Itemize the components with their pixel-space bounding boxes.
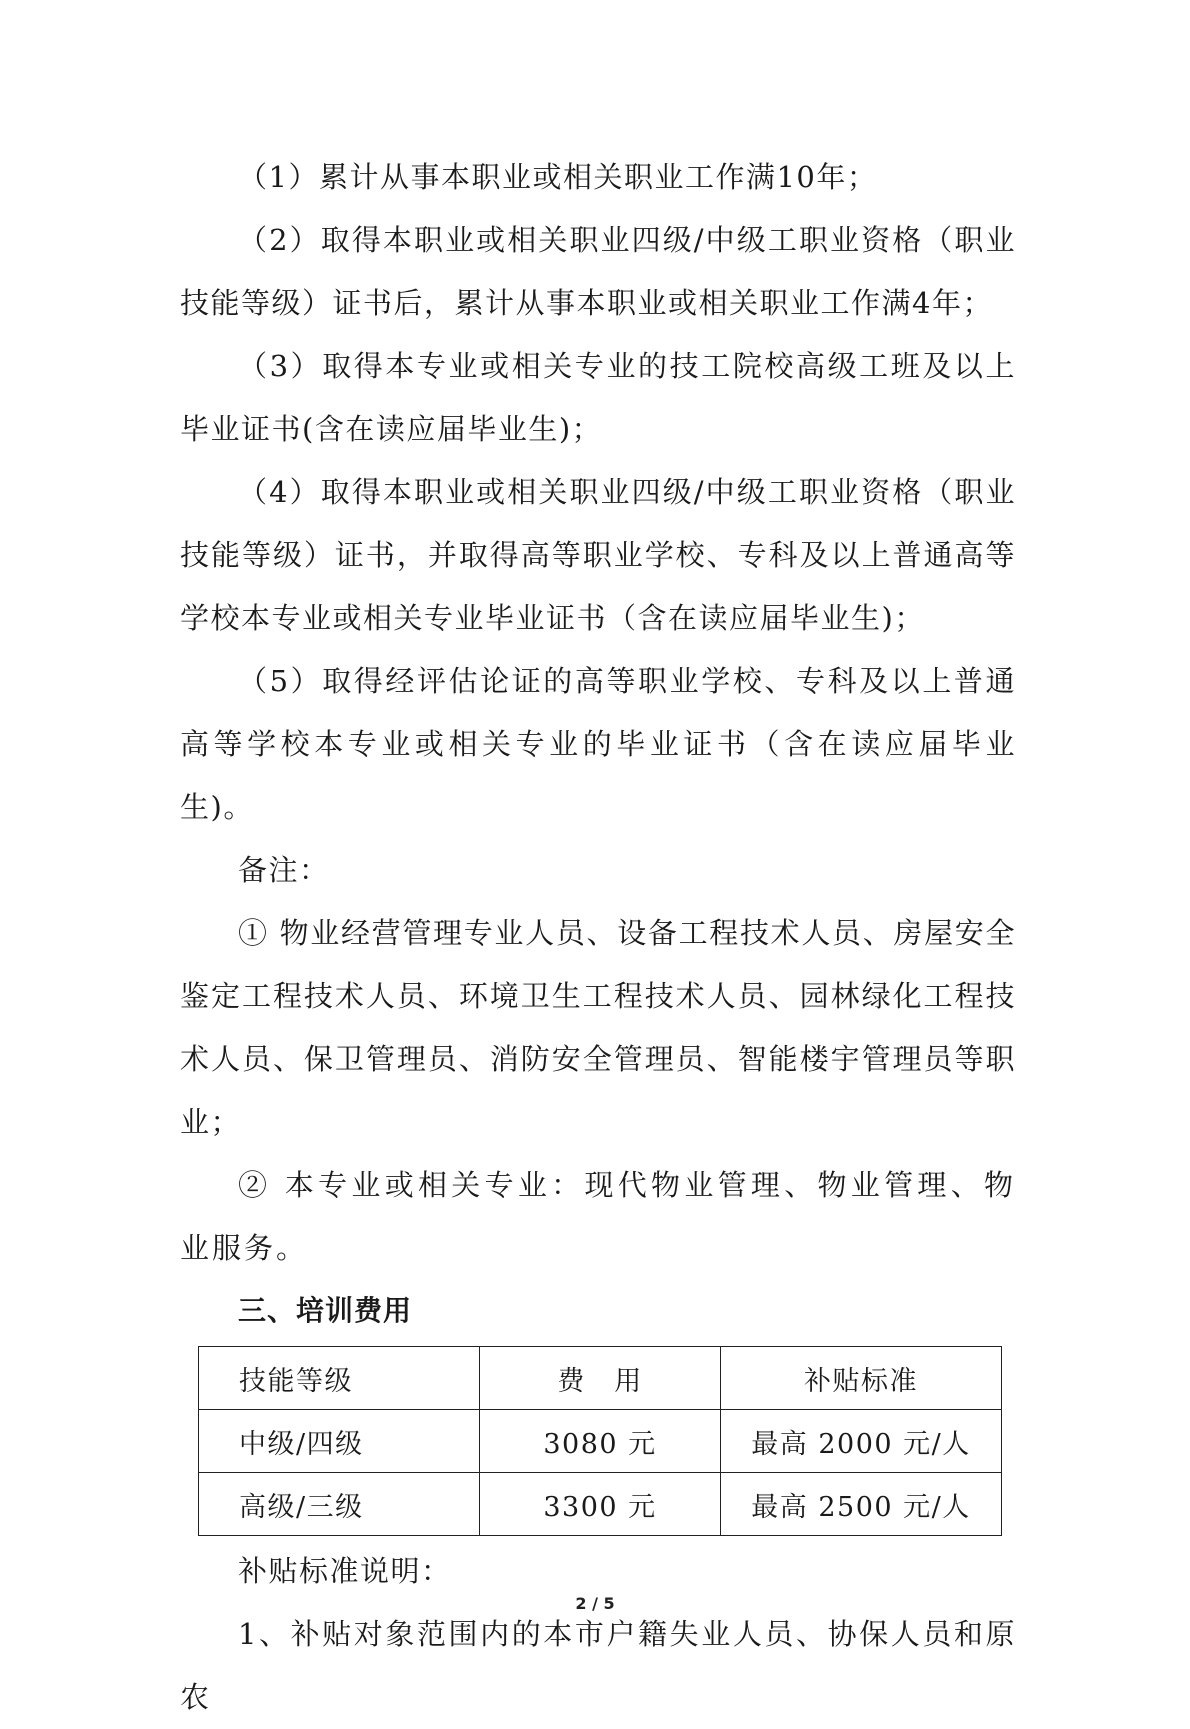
paragraph-condition-3: （3）取得本专业或相关专业的技工院校高级工班及以上毕业证书(含在读应届毕业生)； bbox=[180, 349, 1016, 446]
fee-table-header-level: 技能等级 bbox=[199, 1347, 480, 1410]
paragraph-condition-2: （2）取得本职业或相关职业四级/中级工职业资格（职业技能等级）证书后，累计从事本职业或相关职业工作满4年； bbox=[180, 223, 1016, 320]
fee-table-header-fee: 费 用 bbox=[480, 1347, 721, 1410]
paragraph-condition-4: （4）取得本职业或相关职业四级/中级工职业资格（职业技能等级）证书，并取得高等职业学校、专科及以上普通高等学校本专业或相关专业毕业证书（含在读应届毕业生)； bbox=[180, 475, 1016, 635]
page-number: 2 / 5 bbox=[575, 1594, 615, 1613]
fee-table-header-subsidy: 补贴标准 bbox=[721, 1347, 1002, 1410]
fee-table-header-row bbox=[199, 1347, 1002, 1410]
fee-table-cell-level: 中级/四级 bbox=[199, 1410, 480, 1473]
fee-table-cell-subsidy: 最高 2000 元/人 bbox=[721, 1410, 1002, 1473]
fee-table-cell-subsidy: 最高 2500 元/人 bbox=[721, 1473, 1002, 1536]
paragraph-subsidy-note-1: 1、补贴对象范围内的本市户籍失业人员、协保人员和原农 bbox=[180, 1617, 1016, 1714]
paragraph-condition-5: （5）取得经评估论证的高等职业学校、专科及以上普通高等学校本专业或相关专业的毕业证书（含在读应届毕业生)。 bbox=[180, 664, 1016, 824]
fee-table-cell-level: 高级/三级 bbox=[199, 1473, 480, 1536]
document-body bbox=[180, 146, 1016, 1729]
section-heading-training-fees: 三、培训费用 bbox=[238, 1294, 413, 1327]
fee-table-cell-fee: 3300 元 bbox=[480, 1473, 721, 1536]
fee-table-cell-fee: 3080 元 bbox=[480, 1410, 721, 1473]
fee-table bbox=[198, 1346, 1002, 1536]
paragraph-remark-1: ① 物业经营管理专业人员、设备工程技术人员、房屋安全鉴定工程技术人员、环境卫生工程技术人员、园林绿化工程技术人员、保卫管理员、消防安全管理员、智能楼宇管理员等职业； bbox=[180, 916, 1016, 1139]
paragraph-subsidy-notes-label: 补贴标准说明： bbox=[238, 1554, 452, 1588]
paragraph-remark-2: ② 本专业或相关专业：现代物业管理、物业管理、物业服务。 bbox=[180, 1168, 1016, 1265]
table-row bbox=[199, 1473, 1002, 1536]
paragraph-remarks-label: 备注： bbox=[238, 853, 330, 887]
table-row bbox=[199, 1410, 1002, 1473]
paragraph-condition-1: （1）累计从事本职业或相关职业工作满10年； bbox=[238, 160, 878, 194]
